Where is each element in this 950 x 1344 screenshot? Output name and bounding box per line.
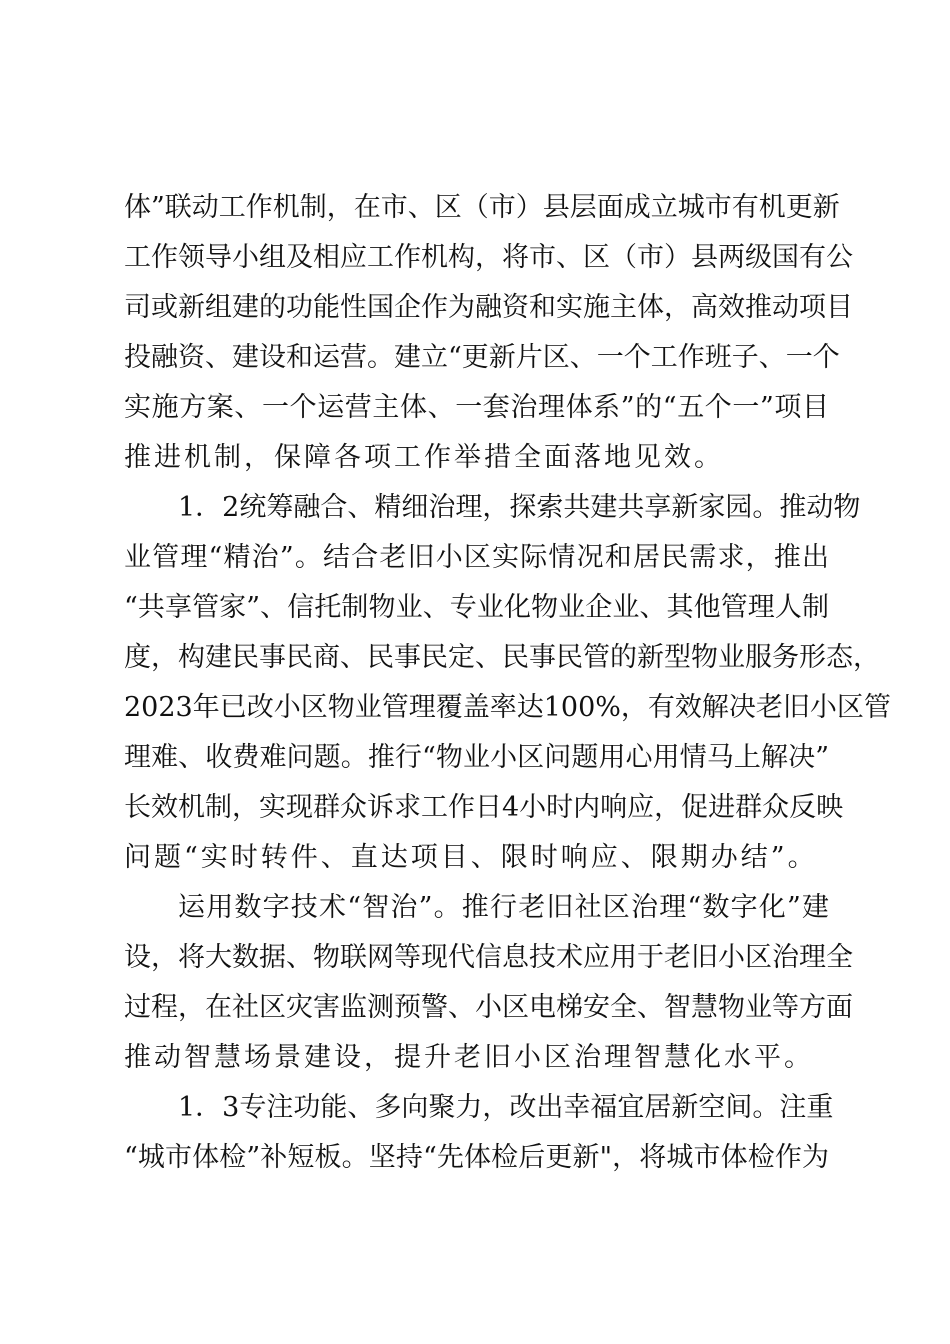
text-line: 过程，在社区灾害监测预警、小区电梯安全、智慧物业等方面 bbox=[124, 992, 853, 1023]
text-line: 推进机制，保障各项工作举措全面落地见效。 bbox=[124, 442, 724, 473]
text-line: 长效机制，实现群众诉求工作日4小时内响应，促进群众反映 bbox=[124, 792, 844, 823]
text-line: 司或新组建的功能性国企作为融资和实施主体，高效推动项目 bbox=[124, 292, 853, 323]
paragraph-start-line: 运用数字技术“智治”。推行老旧社区治理“数字化”建 bbox=[178, 892, 829, 923]
text-line: 投融资、建设和运营。建立“更新片区、一个工作班子、一个 bbox=[124, 342, 840, 373]
text-line: 体”联动工作机制，在市、区（市）县层面成立城市有机更新 bbox=[124, 192, 840, 223]
section-heading-line: 1．3专注功能、多向聚力，改出幸福宜居新空间。注重 bbox=[178, 1092, 834, 1123]
text-line: 推动智慧场景建设，提升老旧小区治理智慧化水平。 bbox=[124, 1042, 814, 1073]
text-line: 问题“实时转件、直达项目、限时响应、限期办结”。 bbox=[124, 842, 818, 873]
text-line: 度，构建民事民商、民事民定、民事民管的新型物业服务形态， bbox=[124, 642, 880, 673]
text-line: 2023年已改小区物业管理覆盖率达100%，有效解决老旧小区管 bbox=[124, 692, 891, 723]
text-line: 设，将大数据、物联网等现代信息技术应用于老旧小区治理全 bbox=[124, 942, 853, 973]
text-line: 实施方案、一个运营主体、一套治理体系”的“五个一”项目 bbox=[124, 392, 829, 423]
text-line: 业管理“精治”。结合老旧小区实际情况和居民需求，推出 bbox=[124, 542, 829, 573]
text-line: “城市体检”补短板。坚持“先体检后更新"，将城市体检作为 bbox=[124, 1142, 829, 1173]
text-line: 理难、收费难问题。推行“物业小区问题用心用情马上解决” bbox=[124, 742, 829, 773]
text-line: “共享管家”、信托制物业、专业化物业企业、其他管理人制 bbox=[124, 592, 829, 623]
section-heading-line: 1．2统筹融合、精细治理，探索共建共享新家园。推动物 bbox=[178, 492, 861, 523]
text-line: 工作领导小组及相应工作机构，将市、区（市）县两级国有公 bbox=[124, 242, 853, 273]
